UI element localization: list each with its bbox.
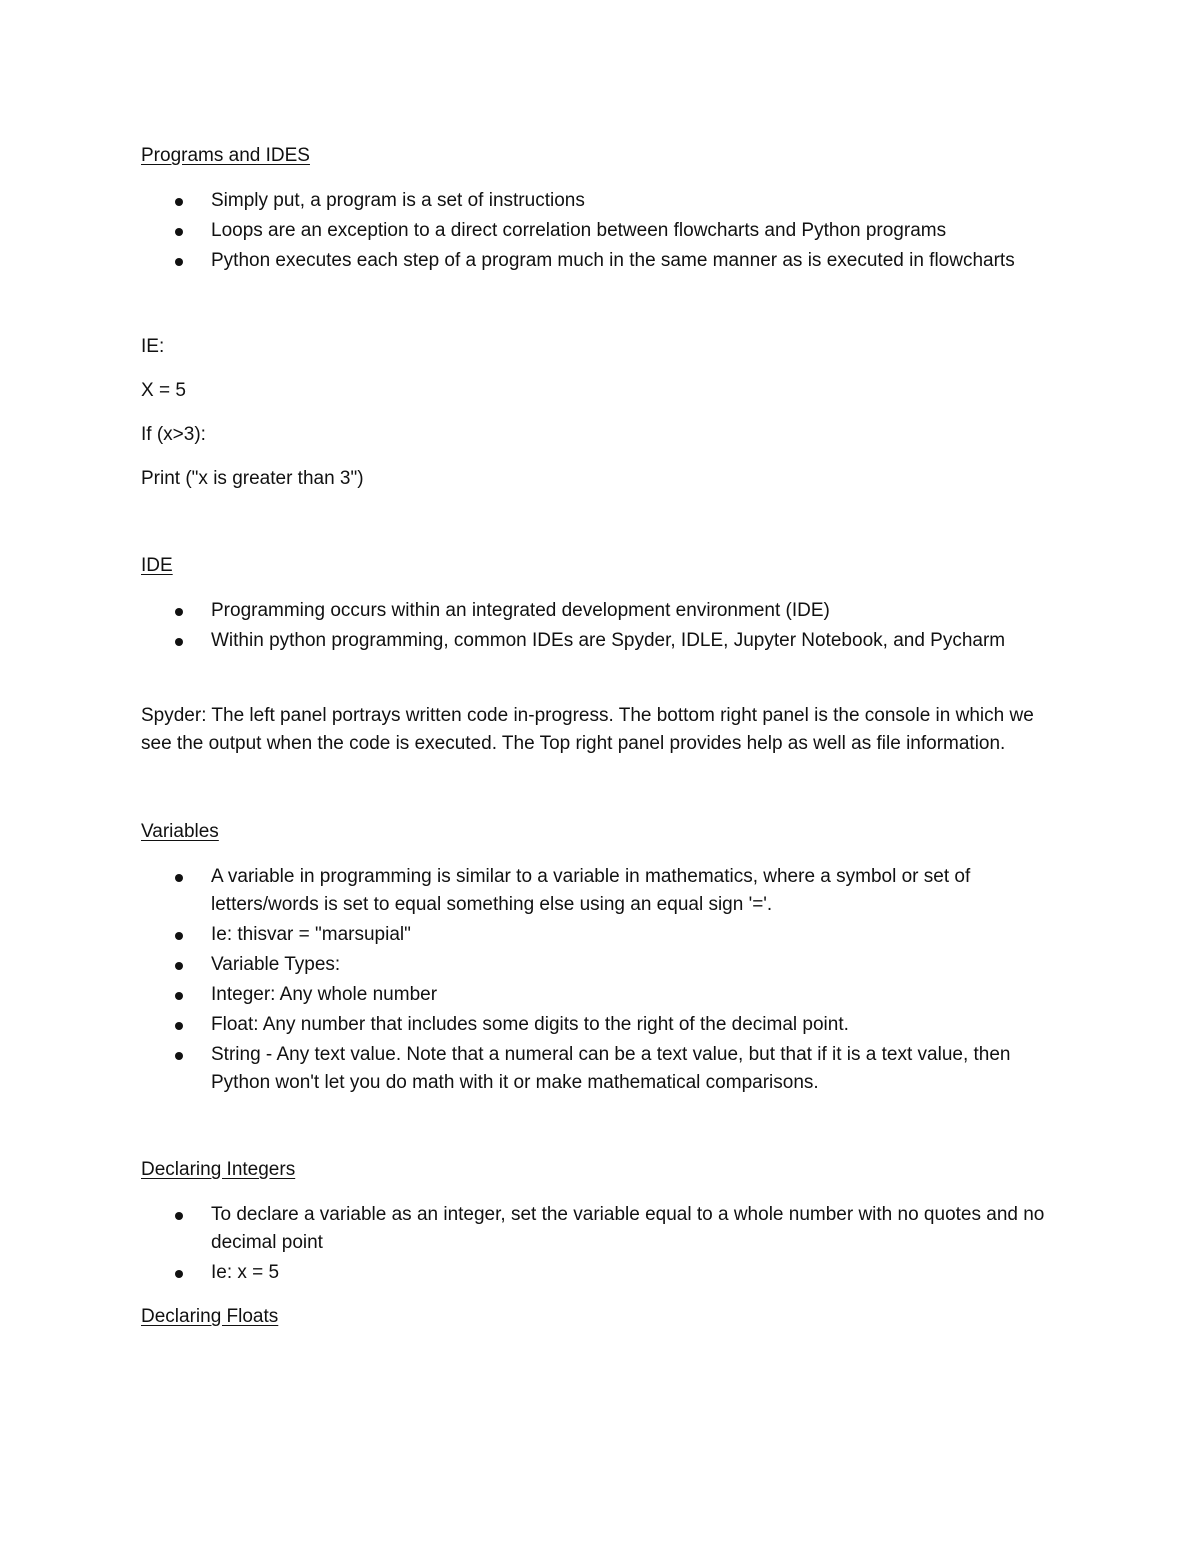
list-item: String - Any text value. Note that a numeral can be a text value, but that if it is a text value, then Python won't let you do math with it or make mathematical comparisons.: [141, 1041, 1066, 1097]
variables-heading: Variables: [141, 821, 219, 842]
list-item: Ie: x = 5: [141, 1259, 1066, 1287]
list-item: Ie: thisvar = "marsupial": [141, 921, 1066, 949]
list-item: Programming occurs within an integrated development environment (IDE): [141, 597, 1066, 625]
example-line: If (x>3):: [141, 424, 206, 445]
list-item: Within python programming, common IDEs are Spyder, IDLE, Jupyter Notebook, and Pycharm: [141, 627, 1066, 655]
ide-bullet-list: [141, 597, 1066, 655]
list-item: A variable in programming is similar to a variable in mathematics, where a symbol or set of letters/words is set to equal something else using an equal sign '='.: [141, 863, 1066, 919]
list-item: Python executes each step of a program much in the same manner as is executed in flowcharts: [141, 247, 1066, 275]
list-item: Float: Any number that includes some digits to the right of the decimal point.: [141, 1011, 1066, 1039]
list-item: Integer: Any whole number: [141, 981, 1066, 1009]
declaring-floats-heading: Declaring Floats: [141, 1306, 279, 1327]
list-item: Variable Types:: [141, 951, 1066, 979]
spyder-paragraph: Spyder: The left panel portrays written code in-progress. The bottom right panel is the console in which we see the output when the code is executed. The Top right panel provides help as well as file information.: [141, 705, 1034, 754]
declaring-integers-heading: Declaring Integers: [141, 1159, 296, 1180]
example-line: X = 5: [141, 380, 186, 401]
example-label: IE:: [141, 336, 165, 357]
list-item: Loops are an exception to a direct correlation between flowcharts and Python programs: [141, 217, 1066, 245]
example-line: Print ("x is greater than 3"): [141, 468, 364, 489]
list-item: To declare a variable as an integer, set the variable equal to a whole number with no quotes and no decimal point: [141, 1201, 1066, 1257]
programs-heading: Programs and IDES: [141, 145, 310, 166]
list-item: Simply put, a program is a set of instructions: [141, 187, 1066, 215]
ide-heading: IDE: [141, 555, 173, 576]
programs-bullet-list: [141, 187, 1066, 275]
variables-bullet-list: [141, 863, 1066, 1097]
document-page: [141, 142, 1066, 1331]
declaring-integers-bullet-list: [141, 1201, 1066, 1287]
